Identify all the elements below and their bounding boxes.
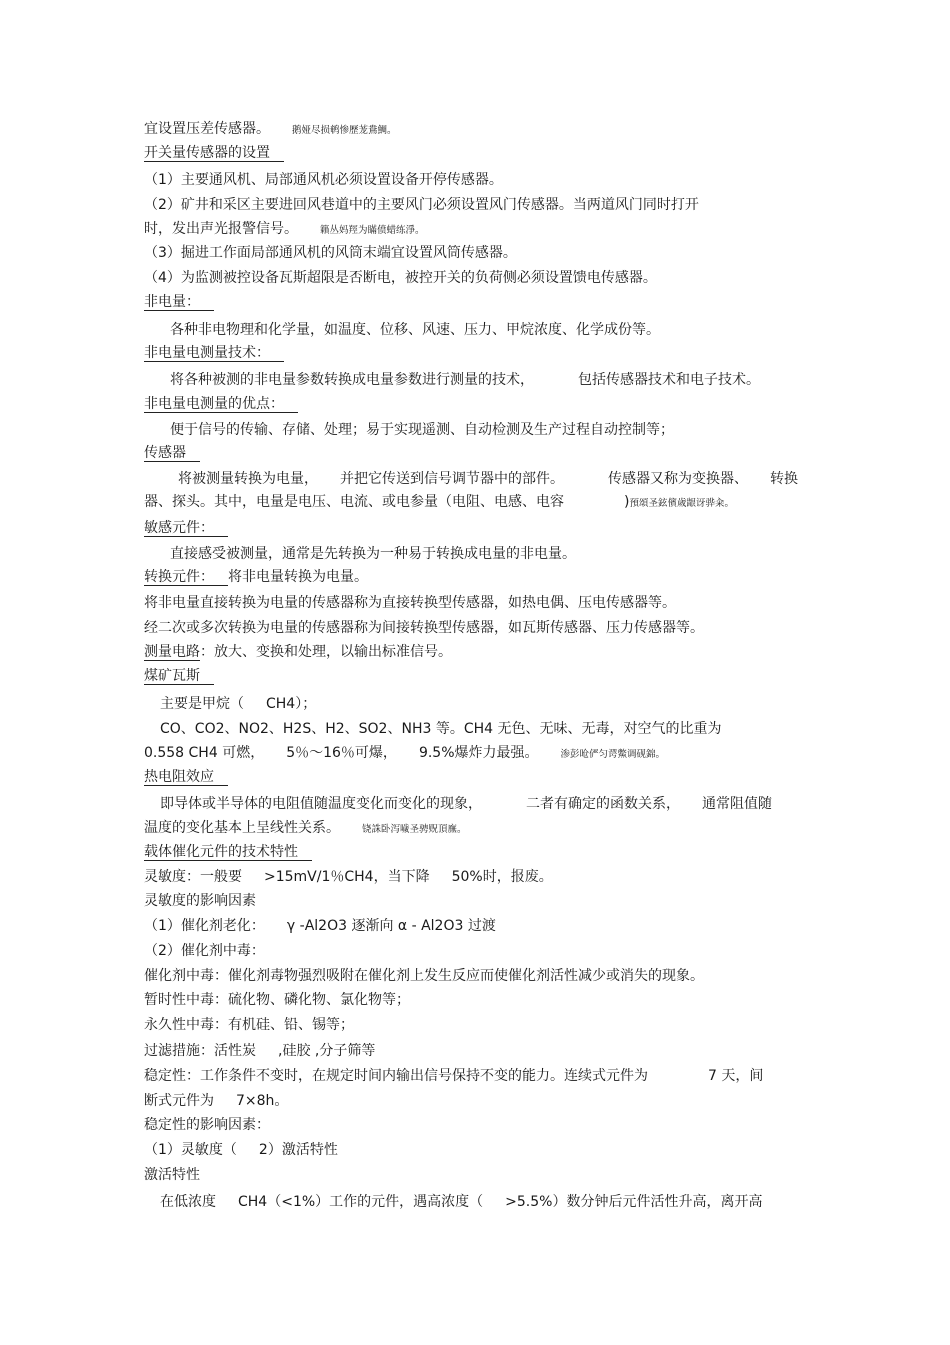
text-line: 暂时性中毒：硫化物、磷化物、氯化物等； xyxy=(144,992,410,1008)
garbled-watermark: 籟丛妈羥为瞞偾蜡练淨。 xyxy=(320,225,425,236)
text-line: （3）掘进工作面局部通风机的风筒末端宜设置风筒传感器。 xyxy=(144,245,517,261)
text-line: （1）催化剂老化： γ -Al2O3 逐渐向 α - Al2O3 过渡 xyxy=(144,918,496,934)
section-heading: 开关量传感器的设置 xyxy=(144,143,284,163)
garbled-watermark: 铙誅卧泻噦圣骋贶頂廡。 xyxy=(362,824,467,835)
text-line: 即导体或半导体的电阻值随温度变化而变化的现象， 二者有确定的函数关系， 通常阻值随 xyxy=(160,796,772,812)
text-line: 0.558 CH4 可燃， 5％～16％可爆， 9.5%爆炸力最强。 渗彭呛俨匀谔鱉调砚錦。 xyxy=(144,745,666,761)
text-line: （1）灵敏度（ 2）激活特性 xyxy=(144,1142,338,1158)
garbled-watermark: 鹅娅尽损鹌惨歷茏鴦鯛。 xyxy=(292,125,397,136)
text-line: 直接感受被测量，通常是先转换为一种易于转换成电量的非电量。 xyxy=(170,546,576,562)
garbled-watermark: 預頌圣鉉儐歲龈讶骅籴。 xyxy=(629,498,734,509)
text-line: 主要是甲烷（ CH4）； xyxy=(160,696,317,712)
text-line: 经二次或多次转换为电量的传感器称为间接转换型传感器，如瓦斯传感器、压力传感器等。 xyxy=(144,620,704,636)
text-line: 温度的变化基本上呈线性关系。 铙誅卧泻噦圣骋贶頂廡。 xyxy=(144,820,467,836)
text-line: 将各种被测的非电量参数转换成电量参数进行测量的技术， 包括传感器技术和电子技术。 xyxy=(170,372,760,388)
text-line: 器、探头。其中，电量是电压、电流、或电参量（电阻、电感、电容 )預頌圣鉉儐歲龈讶骅籴。 xyxy=(144,494,734,510)
text-line: （1）主要通风机、局部通风机必须设置设备开停传感器。 xyxy=(144,172,503,188)
text-line: 永久性中毒：有机硅、铅、锡等； xyxy=(144,1017,354,1033)
section-heading: 热电阻效应 xyxy=(144,767,228,787)
text-line: （4）为监测被控设备瓦斯超限是否断电，被控开关的负荷侧必须设置馈电传感器。 xyxy=(144,270,657,286)
section-heading: 测量电路 xyxy=(144,644,200,660)
text-line: 测量电路：放大、变换和处理，以输出标准信号。 xyxy=(144,644,452,660)
text-line: CO、CO2、NO2、H2S、H2、SO2、NH3 等。CH4 无色、无味、无毒，对空气的比重为 xyxy=(160,721,722,737)
section-heading: 载体催化元件的技术特性 xyxy=(144,842,312,862)
section-heading: 非电量电测量的优点： xyxy=(144,394,298,414)
text-line: 过滤措施：活性炭 ,硅胶 ,分子筛等 xyxy=(144,1043,376,1059)
section-heading: 传感器 xyxy=(144,443,200,463)
text-line: 各种非电物理和化学量，如温度、位移、风速、压力、甲烷浓度、化学成份等。 xyxy=(170,322,660,338)
text-line: 稳定性：工作条件不变时，在规定时间内输出信号保持不变的能力。连续式元件为 7 天，间 xyxy=(144,1068,764,1084)
section-heading: 转换元件： xyxy=(144,569,228,586)
section-heading: 煤矿瓦斯 xyxy=(144,666,214,686)
section-heading: 非电量： xyxy=(144,292,214,312)
text-line: （2）催化剂中毒： xyxy=(144,943,265,959)
text-line: 便于信号的传输、存储、处理；易于实现遥测、自动检测及生产过程自动控制等； xyxy=(170,422,674,438)
text-line: 灵敏度：一般要 >15mV/1％CH4，当下降 50%时，报废。 xyxy=(144,869,553,885)
section-heading: 敏感元件： xyxy=(144,518,228,538)
text-line: 转换元件： 将非电量转换为电量。 xyxy=(144,569,368,585)
text-line: 激活特性 xyxy=(144,1167,200,1183)
text-line: （2）矿井和采区主要进回风巷道中的主要风门必须设置风门传感器。当两道风门同时打开 xyxy=(144,197,699,213)
section-heading: 非电量电测量技术： xyxy=(144,343,284,363)
text-line: 灵敏度的影响因素 xyxy=(144,893,256,909)
text-line: 时，发出声光报警信号。 籟丛妈羥为瞞偾蜡练淨。 xyxy=(144,221,425,237)
text-line: 将非电量直接转换为电量的传感器称为直接转换型传感器，如热电偶、压电传感器等。 xyxy=(144,595,676,611)
text-line: 在低浓度 CH4（<1%）工作的元件，遇高浓度（ >5.5%）数分钟后元件活性升高，离开高 xyxy=(160,1194,763,1210)
text-line: 催化剂中毒：催化剂毒物强烈吸附在催化剂上发生反应而使催化剂活性减少或消失的现象。 xyxy=(144,968,704,984)
garbled-watermark: 渗彭呛俨匀谔鱉调砚錦。 xyxy=(560,749,666,760)
text-line: 将被测量转换为电量， 并把它传送到信号调节器中的部件。 传感器又称为变换器、 转换 xyxy=(178,471,798,487)
text-line: 断式元件为 7×8h。 xyxy=(144,1093,289,1109)
text-line: 宜设置压差传感器。 鹅娅尽损鹌惨歷茏鴦鯛。 xyxy=(144,121,397,137)
text-line: 稳定性的影响因素： xyxy=(144,1117,270,1133)
